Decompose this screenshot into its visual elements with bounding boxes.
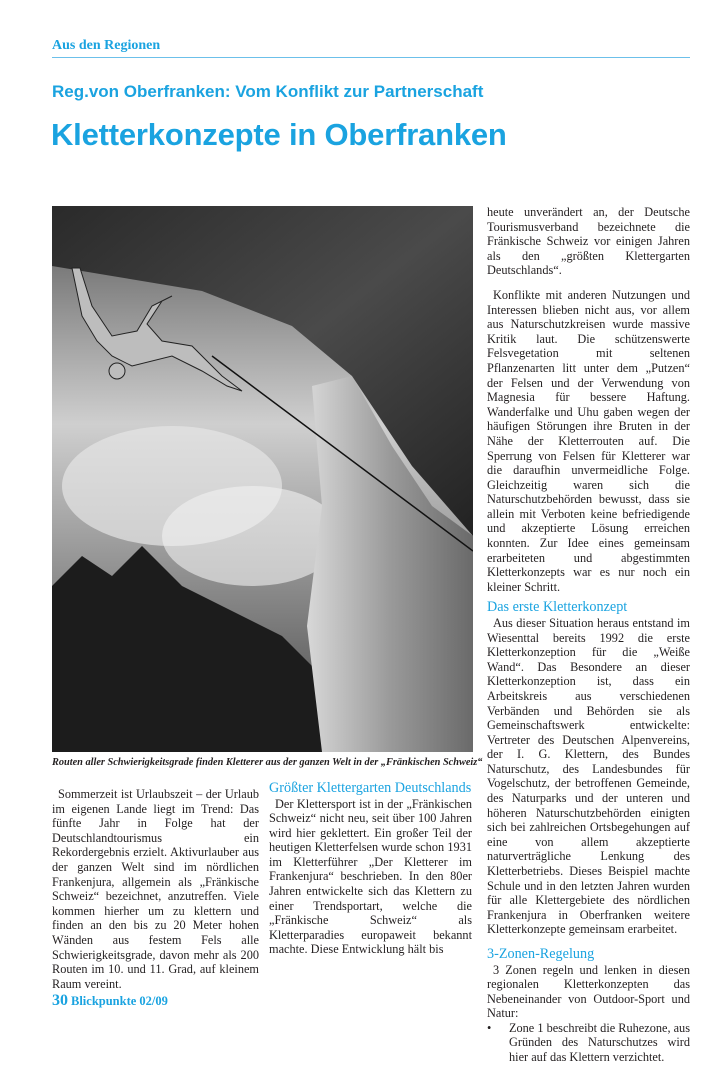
column-2: [269, 781, 472, 957]
section-heading: Größter Klettergarten Deutschlands: [269, 780, 472, 796]
paragraph: heute unverändert an, der Deutsche Tourismusverband bezeichnete die Fränkische Schweiz vor einigen Jahren als den „größten Klettergarten Deutschlands“.: [487, 205, 690, 278]
section-label: Aus den Regionen: [52, 38, 161, 53]
paragraph: 3 Zonen regeln und lenken in diesen regionalen Kletterkonzepten das Nebeneinander von Outdoor-Sport und Natur:: [487, 962, 690, 1021]
paragraph: Aus dieser Situation heraus entstand im Wiesenttal bereits 1992 die erste Kletterkonzeption für die „Weiße Wand“. Das Besondere an dieser Kletterkonzeption ist, dass ein Arbeitskreis aus verschiedenen Verbänden und Behörden sie als Gemeinschaftswerk entwickelte: Vertreter des Deutschen Alpenvereins, der I. G. Klettern, des Bundes Naturschutz, des Landesbundes für Vogelschutz, der betroffenen Gemeinde, des Naturparks und der unteren und höheren Naturschutzbehörden einigten sich bei zahlreichen Ortsbegehungen auf eine von allem akzeptierte naturverträgliche Lenkung des Kletterbetriebs. Dieses Beispiel machte Schule und in den letzten Jahren wurden für alle Klettergebiete des nördlichen Frankenjura in Oberfranken weitere Kletterkonzepte gemeinsam erarbeitet.: [487, 615, 690, 937]
article-subtitle: Reg.von Oberfranken: Vom Konflikt zur Partnerschaft: [52, 82, 484, 101]
section-heading: 3-Zonen-Regelung: [487, 946, 595, 962]
magazine-issue: Blickpunkte 02/09: [71, 994, 168, 1008]
climber-photo: [52, 206, 473, 752]
bullet-icon: •: [487, 1020, 492, 1035]
article-title: Kletterkonzepte in Oberfranken: [51, 117, 507, 152]
page-footer: [52, 992, 168, 1010]
column-1: [52, 787, 259, 991]
paragraph: Sommerzeit ist Urlaubszeit – der Urlaub im eigenen Lande liegt im Trend: Das fünfte Jahr in Folge hat der Deutschlandtourismus ein Rekordergebnis erzielt. Aktivurlauber aus der ganzen Welt sind im nördlichen Frankenjura, allgemein als „Fränkische Schweiz“ bezeichnet, anzutreffen. Viele kommen hierher um zu klettern und finden an den bis zu 20 Meter hohen Wänden aus festem Fels alle Schwierigkeitsgrade, davon mehr als 200 Routen im 10. und 11. Grad, auf kleinem Raum vereint.: [52, 787, 259, 991]
list-item: [487, 1021, 690, 1065]
bullet-list: [487, 1021, 690, 1065]
paragraph: Konflikte mit anderen Nutzungen und Interessen blieben nicht aus, vor allem aus Naturschutzkreisen wurde massive Kritik laut. Die schützenswerte Felsvegetation mit seltenen Pflanzenarten litt unter dem „Putzen“ der Felsen und der Verwendung von Magnesia für bessere Haftung. Wanderfalke und Uhu gaben wegen der häufigen Störungen ihre Bruten in der Nähe der Kletterrouten auf. Die Sperrung von Felsen für Kletterer war die daraufhin unvermeidliche Folge. Gleichzeitig waren sich die Naturschutzbehörden bewusst, dass sie allein mit Verboten keine befriedigende und akzeptierte Lösung erreichen konnten. Zur Idee eines gemeinsam erarbeiteten und abgestimmten Kletterkonzepts war es nur noch ein kleiner Schritt.: [487, 287, 690, 594]
climber-photo-illustration: [52, 206, 473, 752]
column-3: [487, 205, 690, 1065]
paragraph: Der Klettersport ist in der „Fränkischen Schweiz“ nicht neu, seit über 100 Jahren wird hier geklettert. Ein großer Teil der heutigen Kletterfelsen wurde schon 1931 im Kletterführer „Der Kletterer im Frankenjura“ beschrieben. In den 80er Jahren entwickelte sich das Klettern zu einer Trendsportart, welche die „Fränkische Schweiz“ als Kletterparadies europaweit bekannt machte. Diese Entwicklung hält bis: [269, 796, 472, 957]
page-number: 30: [52, 992, 68, 1009]
header-divider: [52, 57, 690, 58]
photo-caption: Routen aller Schwierigkeitsgrade finden Kletterer aus der ganzen Welt in der „Fränkischen Schweiz“: [52, 757, 483, 768]
list-item-text: Zone 1 beschreibt die Ruhezone, aus Gründen des Naturschutzes wird hier auf das Klettern verzichtet.: [509, 1020, 690, 1065]
section-heading: Das erste Kletterkonzept: [487, 599, 628, 616]
